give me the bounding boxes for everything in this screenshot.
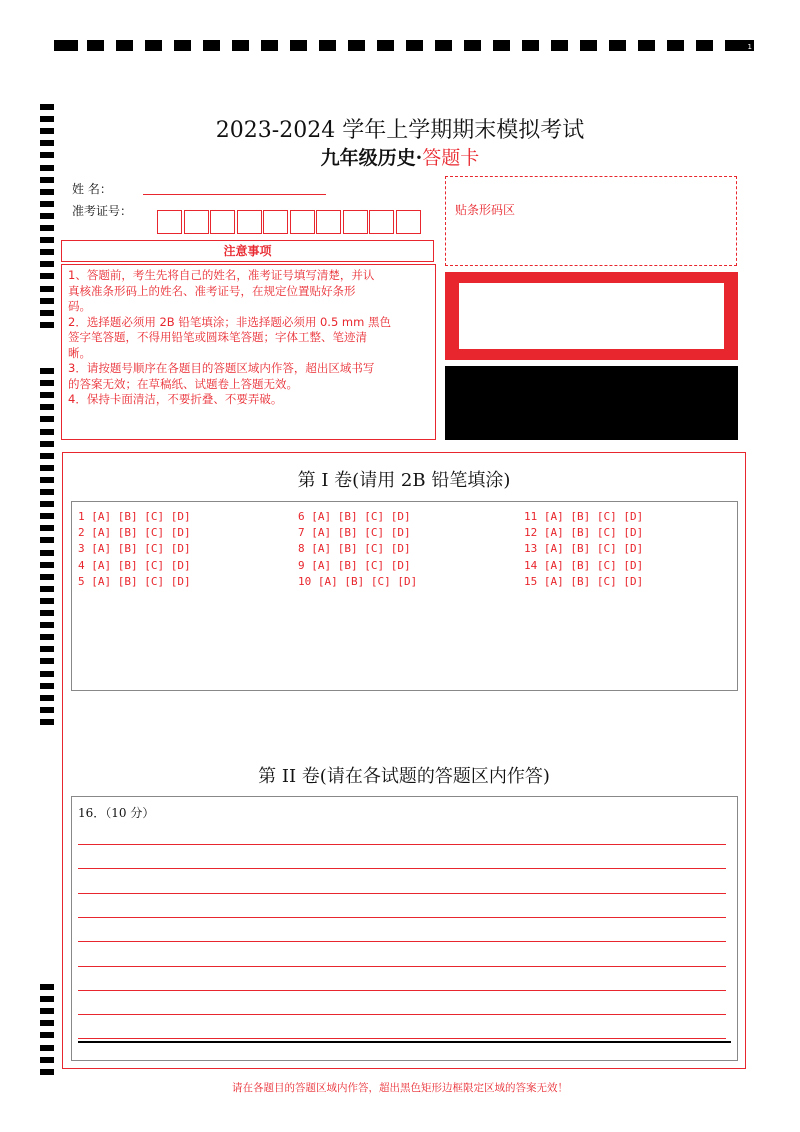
side-timing-mark (40, 671, 54, 677)
side-timing-mark (40, 550, 54, 556)
exam-title: 2023-2024 学年上学期期末模拟考试 (215, 118, 585, 143)
side-timing-mark (40, 189, 54, 195)
timing-mark (203, 40, 220, 51)
side-timing-mark (40, 392, 54, 398)
side-timing-mark (40, 707, 54, 713)
side-timing-mark (40, 586, 54, 592)
timing-mark (319, 40, 336, 51)
answer-line (78, 966, 726, 967)
timing-mark (145, 40, 162, 51)
side-timing-mark (40, 574, 54, 580)
side-timing-mark (40, 477, 54, 483)
side-timing-mark (40, 1032, 54, 1038)
side-timing-mark (40, 298, 54, 304)
side-timing-mark (40, 104, 54, 110)
choice-row[interactable]: 9 [A] [B] [C] [D] (298, 558, 411, 572)
notice-line: 晰。 (68, 345, 91, 360)
exam-id-digit-box[interactable] (237, 210, 262, 234)
side-timing-mark (40, 128, 54, 134)
timing-mark (667, 40, 684, 51)
side-timing-mark (40, 525, 54, 531)
notice-line: 3．请按题号顺序在各题目的答题区域内作答，超出区域书写 (68, 361, 375, 375)
side-timing-mark (40, 719, 54, 725)
side-timing-mark (40, 634, 54, 640)
side-timing-mark (40, 489, 54, 495)
timing-mark (261, 40, 278, 51)
notice-box (61, 264, 436, 440)
timing-mark (493, 40, 510, 51)
side-timing-mark (40, 310, 54, 316)
side-timing-mark (40, 140, 54, 146)
exam-id-digit-box[interactable] (316, 210, 341, 234)
choice-row[interactable]: 5 [A] [B] [C] [D] (78, 574, 191, 588)
answer-line (78, 990, 726, 991)
timing-mark (116, 40, 133, 51)
top-timing-marks (54, 40, 754, 52)
notice-line: 的答案无效；在草稿纸、试题卷上答题无效。 (68, 376, 298, 391)
timing-mark (174, 40, 191, 51)
side-timing-mark (40, 610, 54, 616)
section1-title: 第 I 卷(请用 2B 铅笔填涂) (297, 470, 511, 491)
timing-mark (464, 40, 481, 51)
side-timing-mark (40, 441, 54, 447)
exam-id-digit-box[interactable] (263, 210, 288, 234)
side-timing-mark (40, 513, 54, 519)
side-timing-mark (40, 116, 54, 122)
side-timing-mark (40, 695, 54, 701)
side-timing-mark (40, 416, 54, 422)
barcode-area (445, 176, 737, 266)
section2-title: 第 II 卷(请在各试题的答题区内作答) (258, 766, 550, 787)
answer-line (78, 1038, 726, 1039)
side-timing-mark (40, 201, 54, 207)
side-timing-mark (40, 152, 54, 158)
timing-mark (377, 40, 394, 51)
timing-mark (696, 40, 713, 51)
side-timing-mark (40, 273, 54, 279)
name-label: 姓 名： (72, 182, 112, 196)
choice-row[interactable]: 6 [A] [B] [C] [D] (298, 510, 411, 523)
side-timing-mark (40, 683, 54, 689)
timing-mark (609, 40, 626, 51)
choice-row[interactable]: 12 [A] [B] [C] [D] (524, 526, 644, 540)
absent-mark-frame (445, 272, 738, 360)
exam-id-digit-box[interactable] (369, 210, 394, 234)
side-timing-mark (40, 465, 54, 471)
name-field[interactable] (143, 194, 326, 195)
timing-mark (580, 40, 597, 51)
side-timing-mark (40, 380, 54, 386)
exam-id-digit-box[interactable] (343, 210, 368, 234)
side-timing-mark (40, 562, 54, 568)
timing-mark (290, 40, 307, 51)
side-timing-mark (40, 261, 54, 267)
subtitle-main: 九年级历史· (320, 147, 423, 169)
notice-line: 码。 (68, 299, 91, 313)
side-timing-mark (40, 177, 54, 183)
timing-mark (54, 40, 78, 51)
black-block (445, 366, 738, 440)
choice-row[interactable]: 2 [A] [B] [C] [D] (78, 526, 191, 540)
exam-id-boxes[interactable] (157, 210, 422, 234)
side-timing-mark (40, 404, 54, 410)
answer-bottom-rule (78, 1041, 731, 1043)
choice-row[interactable]: 15 [A] [B] [C] [D] (524, 574, 644, 588)
choice-row[interactable]: 10 [A] [B] [C] [D] (298, 574, 418, 588)
notice-line: 签字笔答题，不得用铅笔或圆珠笔答题；字体工整、笔迹清 (68, 330, 367, 344)
choice-row[interactable]: 3 [A] [B] [C] [D] (78, 542, 191, 556)
side-timing-mark (40, 984, 54, 990)
choice-row[interactable]: 1 [A] [B] [C] [D] (78, 510, 191, 523)
timing-mark (87, 40, 104, 51)
choice-row[interactable]: 8 [A] [B] [C] [D] (298, 542, 411, 556)
exam-subtitle (250, 143, 550, 170)
timing-mark (522, 40, 539, 51)
exam-id-digit-box[interactable] (157, 210, 182, 234)
side-timing-mark (40, 646, 54, 652)
side-timing-mark (40, 368, 54, 374)
side-timing-mark (40, 996, 54, 1002)
side-timing-mark (40, 225, 54, 231)
side-timing-mark (40, 537, 54, 543)
page-number: 1 (747, 43, 752, 51)
notice-heading: 注意事项 (61, 240, 434, 262)
answer-line (78, 868, 726, 869)
side-timing-mark (40, 622, 54, 628)
choice-row[interactable]: 13 [A] [B] [C] [D] (524, 542, 644, 556)
footer-warning: 请在各题目的答题区域内作答，超出黑色矩形边框限定区域的答案无效！ (232, 1082, 568, 1094)
timing-mark (348, 40, 365, 51)
timing-mark (551, 40, 568, 51)
side-timing-mark (40, 453, 54, 459)
notice-line: 真核准条形码上的姓名、准考证号，在规定位置贴好条形 (68, 283, 356, 298)
choice-row[interactable]: 14 [A] [B] [C] [D] (524, 558, 644, 572)
answer-line (78, 1014, 726, 1015)
choice-row[interactable]: 4 [A] [B] [C] [D] (78, 558, 191, 572)
side-timing-mark (40, 1045, 54, 1051)
answer-line (78, 917, 726, 918)
exam-id-digit-box[interactable] (396, 210, 421, 234)
timing-mark (435, 40, 452, 51)
side-timing-mark (40, 237, 54, 243)
id-label: 准考证号： (72, 204, 133, 218)
side-timing-mark (40, 658, 54, 664)
notice-line: 2．选择题必须用 2B 铅笔填涂；非选择题必须用 0.5 mm 黑色 (68, 314, 391, 329)
side-timing-mark (40, 286, 54, 292)
side-timing-mark (40, 213, 54, 219)
side-timing-mark (40, 1057, 54, 1063)
side-timing-mark (40, 249, 54, 255)
side-timing-mark (40, 1020, 54, 1026)
subtitle-red: 答题卡 (422, 147, 480, 169)
timing-mark (232, 40, 249, 51)
side-timing-mark (40, 1069, 54, 1075)
notice-line: 1、答题前，考生先将自己的姓名，准考证号填写清楚，并认 (68, 268, 375, 282)
choice-row[interactable]: 7 [A] [B] [C] [D] (298, 526, 411, 540)
exam-id-digit-box[interactable] (184, 210, 209, 234)
answer-line (78, 893, 726, 894)
side-timing-mark (40, 322, 54, 328)
answer-line (78, 941, 726, 942)
choice-row[interactable]: 11 [A] [B] [C] [D] (524, 510, 644, 523)
side-timing-mark (40, 429, 54, 435)
timing-mark (638, 40, 655, 51)
exam-id-digit-box[interactable] (210, 210, 235, 234)
answer-line (78, 844, 726, 845)
side-timing-mark (40, 165, 54, 171)
side-timing-mark (40, 1008, 54, 1014)
timing-mark (406, 40, 423, 51)
answer-box-16[interactable] (71, 796, 738, 1061)
absent-mark-inner (459, 283, 724, 349)
notice-line: 4．保持卡面清洁，不要折叠、不要弄破。 (68, 392, 283, 406)
side-timing-mark (40, 501, 54, 507)
side-timing-mark (40, 598, 54, 604)
barcode-label: 贴条形码区 (455, 203, 516, 217)
question-16-label: 16．（10 分） (78, 806, 155, 820)
exam-id-digit-box[interactable] (290, 210, 315, 234)
